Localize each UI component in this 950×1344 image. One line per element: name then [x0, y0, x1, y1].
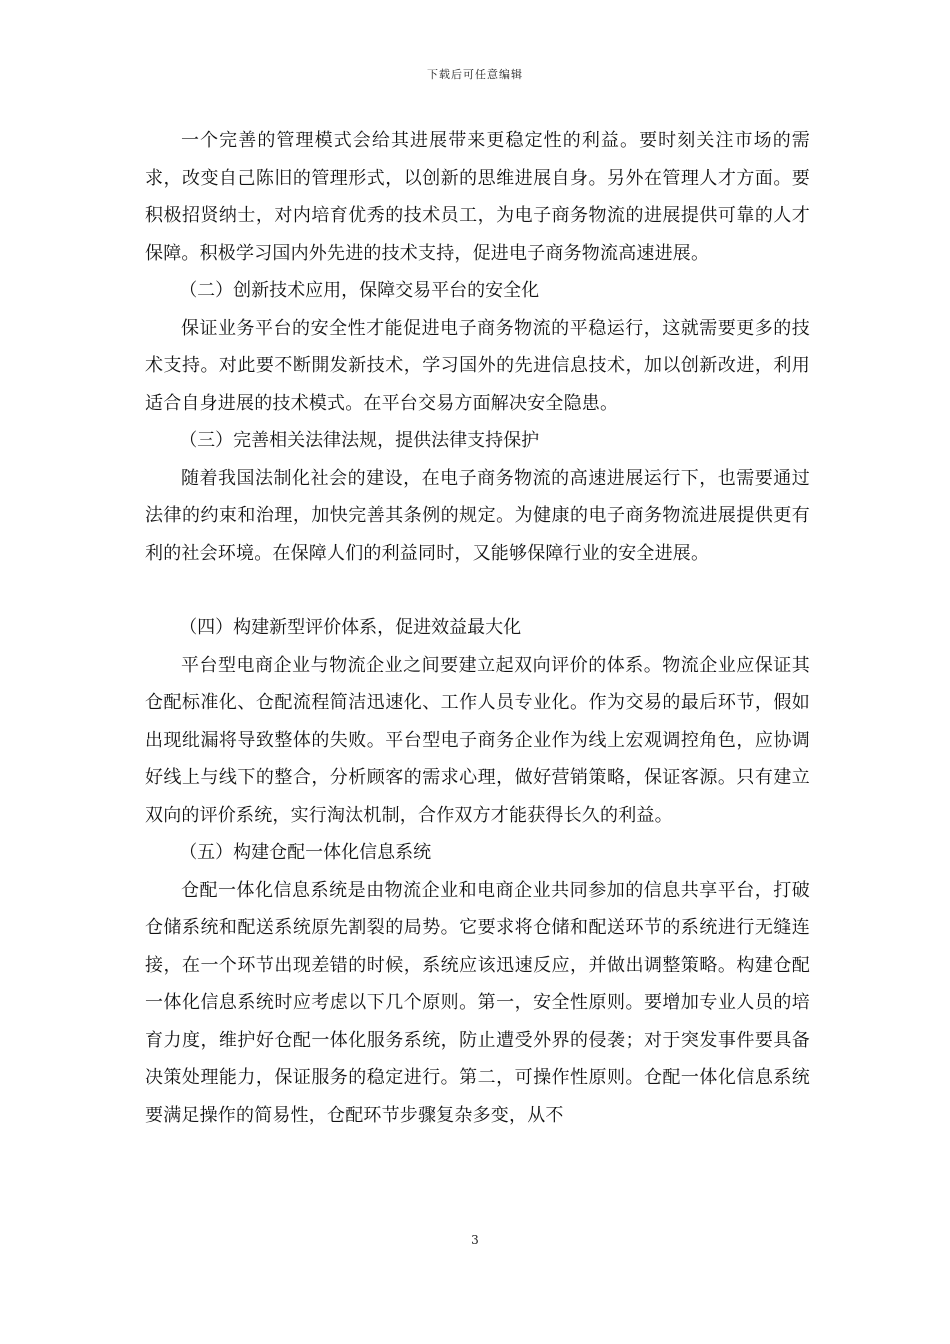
paragraph-tech-security: 保证业务平台的安全性才能促进电子商务物流的平稳运行，这就需要更多的技术支持。对此要不断開发新技术，学习国外的先进信息技术，加以创新改进，利用适合自身进展的技术模式。在平台交易方面解决安全隐患。	[145, 317, 810, 414]
document-body	[145, 122, 810, 1134]
page-number: 3	[471, 1233, 479, 1247]
paragraph-legal: 随着我国法制化社会的建设，在电子商务物流的高速进展运行下，也需要通过法律的约束和治理，加快完善其条例的规定。为健康的电子商务物流进展提供更有利的社会环境。在保障人们的利益同时，又能够保障行业的安全进展。	[145, 467, 810, 564]
section-heading-4: （四）构建新型评价体系，促进效益最大化	[179, 617, 522, 638]
paragraph-evaluation: 平台型电商企业与物流企业之间要建立起双向评价的体系。物流企业应保证其仓配标准化、仓配流程简洁迅速化、工作人员专业化。作为交易的最后环节，假如出现纰漏将导致整体的失败。平台型电子商务企业作为线上宏观调控角色，应协调好线上与线下的整合，分析顾客的需求心理，做好营销策略，保证客源。只有建立双向的评价系统，实行淘汰机制，合作双方才能获得长久的利益。	[145, 654, 810, 826]
paragraph-management: 一个完善的管理模式会给其进展带来更稳定性的利益。要时刻关注市场的需求，改变自己陈旧的管理形式，以创新的思维进展自身。另外在管理人才方面。要积极招贤纳士，对内培育优秀的技术员工，为电子商务物流的进展提供可靠的人才保障。积极学习国内外先进的技术支持，促进电子商务物流高速进展。	[145, 130, 810, 264]
paragraph-info-system: 仓配一体化信息系统是由物流企业和电商企业共同参加的信息共享平台，打破仓储系统和配送系统原先割裂的局势。它要求将仓储和配送环节的系统进行无缝连接，在一个环节出现差错的时候，系统应该迅速反应，并做出调整策略。构建仓配一体化信息系统时应考虑以下几个原则。第一，安全性原则。要增加专业人员的培育力度，维护好仓配一体化服务系统，防止遭受外界的侵袭；对于突发事件要具备决策处理能力，保证服务的稳定进行。第二，可操作性原则。仓配一体化信息系统要满足操作的简易性，仓配环节步骤复杂多变，从不	[145, 879, 810, 1126]
blank-line	[145, 572, 810, 609]
section-heading-5: （五）构建仓配一体化信息系统	[179, 842, 432, 863]
section-heading-3: （三）完善相关法律法规，提供法律支持保护	[179, 430, 540, 451]
section-heading-2: （二）创新技术应用，保障交易平台的安全化	[179, 280, 540, 301]
page-header-note: 下载后可任意编辑	[427, 68, 523, 81]
